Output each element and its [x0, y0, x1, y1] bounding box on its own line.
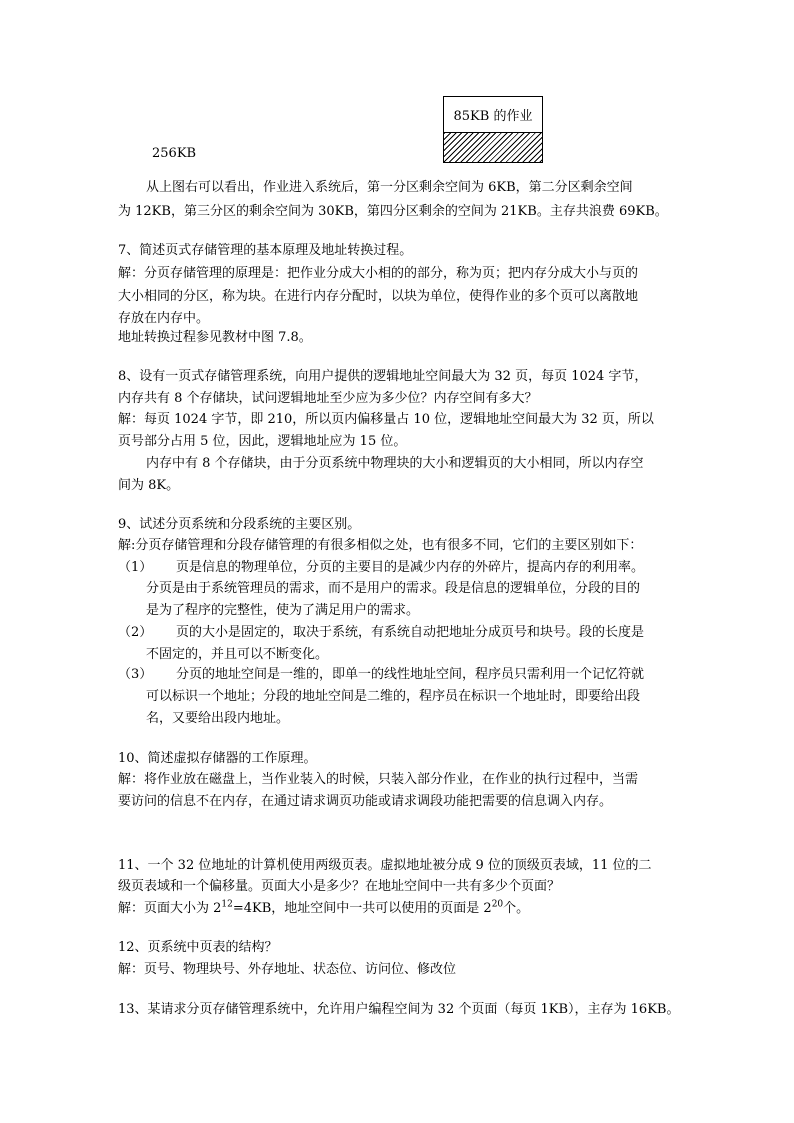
answer-text: 解：页面大小为 2 — [118, 901, 222, 916]
answer-line: 页号部分占用 5 位，因此，逻辑地址应为 15 位。 — [118, 434, 407, 449]
question-11-cont: 级页表域和一个偏移量。页面大小是多少？在地址空间中一共有多少个页面？ — [118, 879, 561, 894]
list-item-line: 是为了程序的完整性，使为了满足用户的需求。 — [146, 603, 420, 618]
paragraph-line: 为 12KB，第三分区的剩余空间为 30KB，第四分区剩余的空间为 21KB。主存共浪费 69KB。 — [118, 204, 668, 219]
answer-line: 大小相同的分区，称为块。在进行内存分配时，以块为单位，使得作业的多个页可以离散地 — [118, 289, 639, 304]
answer-line: 间为 8K。 — [118, 478, 180, 493]
list-item-line: 不固定的，并且可以不断变化。 — [146, 647, 329, 662]
list-number: （2） — [118, 625, 153, 640]
question-8: 8、设有一页式存储管理系统，向用户提供的逻辑地址空间最大为 32 页，每页 1024 字节， — [118, 369, 648, 384]
answer-line: 解：将作业放在磁盘上，当作业装入的时候，只装入部分作业，在作业的执行过程中，当需 — [118, 772, 639, 787]
answer-line: 要访问的信息不在内存，在通过请求调页功能或请求调段功能把需要的信息调入内存。 — [118, 794, 613, 809]
answer-line — [118, 900, 529, 918]
answer-line: 解：每页 1024 字节，即 210，所以页内偏移量占 10 位，逻辑地址空间最大为 32 页，所以 — [118, 412, 654, 427]
answer-text: =4KB，地址空间中一共可以使用的页面是 2 — [232, 901, 492, 916]
list-item-line: 可以标识一个地址；分段的地址空间是二维的，程序员在标识一个地址时，即要给出段 — [146, 689, 641, 704]
job-85kb-label: 85KB 的作业 — [444, 97, 542, 133]
exponent: 20 — [491, 899, 504, 910]
memory-size-label: 256KB — [152, 146, 197, 161]
list-number: （3） — [118, 667, 153, 682]
answer-line: 存放在内存中。 — [118, 311, 210, 326]
list-item-line: 页是信息的物理单位，分页的主要目的是减少内存的外碎片，提高内存的利用率。 — [176, 560, 645, 575]
list-item-line: 名，又要给出段内地址。 — [146, 711, 290, 726]
question-8-cont: 内存共有 8 个存储块，试问逻辑地址至少应为多少位？内存空间有多大？ — [118, 391, 538, 406]
question-13: 13、某请求分页存储管理系统中，允许用户编程空间为 32 个页面（每页 1KB），主存为 16KB。 — [118, 1002, 680, 1017]
list-item-line: 分页的地址空间是一维的，即单一的线性地址空间，程序员只需利用一个记忆符就 — [176, 667, 645, 682]
question-9: 9、试述分页系统和分段系统的主要区别。 — [118, 517, 361, 532]
answer-line: 解:分页存储管理和分段存储管理的有很多相似之处，也有很多不同，它们的主要区别如下： — [118, 538, 643, 553]
answer-text: 个。 — [503, 901, 530, 916]
question-7: 7、简述页式存储管理的基本原理及地址转换过程。 — [118, 243, 413, 258]
question-12: 12、页系统中页表的结构？ — [118, 940, 278, 955]
list-item-line: 分页是由于系统管理员的需求，而不是用户的需求。段是信息的逻辑单位，分段的目的 — [146, 581, 641, 596]
answer-line: 解：分页存储管理的原理是：把作业分成大小相的的部分，称为页；把内存分成大小与页的 — [118, 266, 639, 281]
question-10: 10、简述虚拟存储器的工作原理。 — [118, 751, 317, 766]
answer-line: 解：页号、物理块号、外存地址、状态位、访问位、修改位 — [118, 962, 457, 977]
answer-line: 内存中有 8 个存储块，由于分页系统中物理块的大小和逻辑页的大小相同，所以内存空 — [146, 456, 644, 471]
answer-line: 地址转换过程参见教材中图 7.8。 — [118, 330, 312, 345]
hatched-free-region — [444, 133, 542, 162]
list-number: （1） — [118, 560, 153, 575]
memory-partition-figure — [443, 96, 543, 163]
list-item-line: 页的大小是固定的，取决于系统，有系统自动把地址分成页号和块号。段的长度是 — [176, 625, 645, 640]
paragraph-line: 从上图右可以看出，作业进入系统后，第一分区剩余空间为 6KB，第二分区剩余空间 — [146, 180, 633, 195]
question-11: 11、一个 32 位地址的计算机使用两级页表。虚拟地址被分成 9 位的顶级页表域，11 位的二 — [118, 858, 652, 873]
exponent: 12 — [221, 899, 233, 910]
